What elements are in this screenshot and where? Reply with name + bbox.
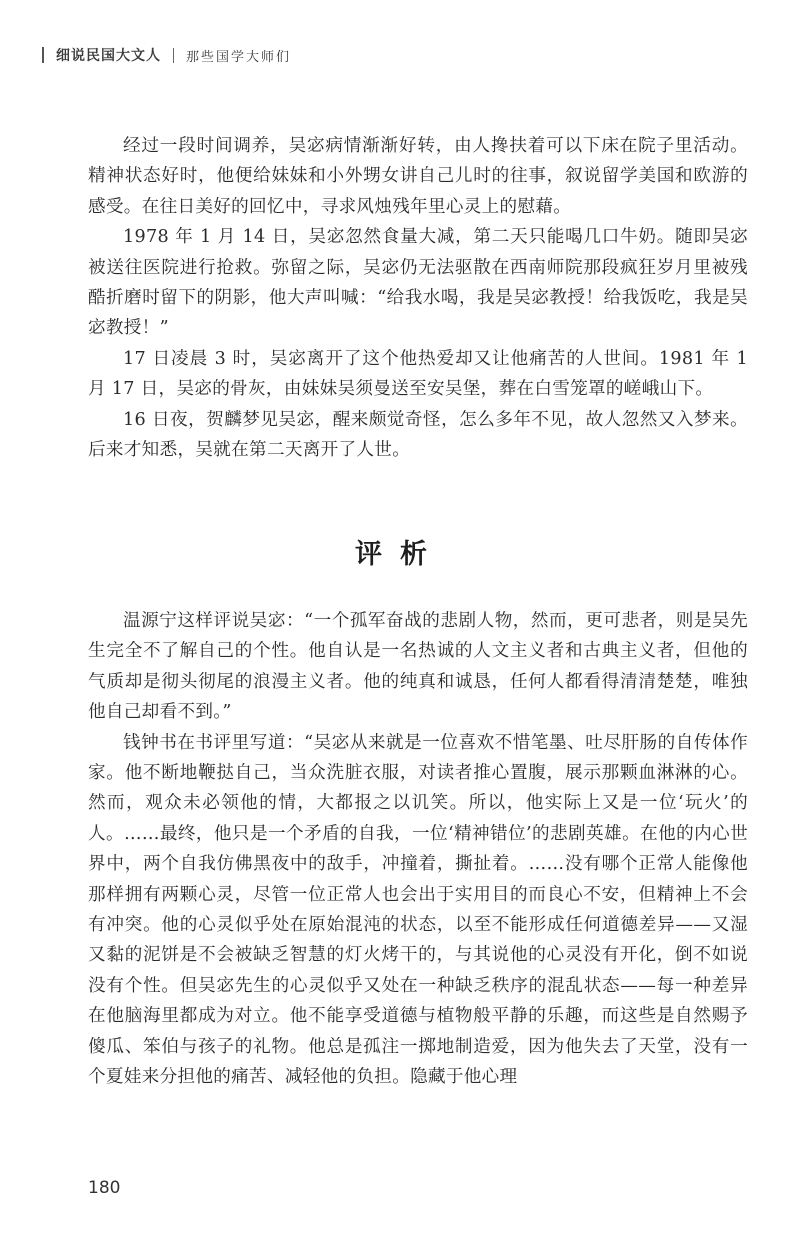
book-title: 细说民国大文人 bbox=[56, 48, 161, 64]
paragraph: 16 日夜，贺麟梦见吴宓，醒来颇觉奇怪，怎么多年不见，故人忽然又入梦来。后来才知悉，吴就在第二天离开了人世。 bbox=[88, 409, 748, 461]
chapter-title: 那些国学大师们 bbox=[186, 49, 292, 65]
page-number: 180 bbox=[88, 1178, 121, 1198]
body-text-analysis bbox=[88, 606, 748, 1093]
header-separator bbox=[173, 48, 174, 63]
header-bar-divider bbox=[42, 47, 44, 63]
paragraph: 17 日凌晨 3 时，吴宓离开了这个他热爱却又让他痛苦的人世间。1981 年 1 月 17 日，吴宓的骨灰，由妹妹吴须曼送至安吴堡，葬在白雪笼罩的嵯峨山下。 bbox=[88, 348, 748, 400]
section-heading: 评析 bbox=[355, 539, 445, 570]
paragraph: 经过一段时间调养，吴宓病情渐渐好转，由人搀扶着可以下床在院子里活动。精神状态好时，他便给妹妹和小外甥女讲自己儿时的往事，叙说留学美国和欧游的感受。在往日美好的回忆中，寻求风烛残年里心灵上的慰藉。 bbox=[88, 136, 748, 217]
paragraph: 温源宁这样评说吴宓：“一个孤军奋战的悲剧人物，然而，更可悲者，则是吴先生完全不了解自己的个性。他自认是一名热诚的人文主义者和古典主义者，但他的气质却是彻头彻尾的浪漫主义者。他的纯真和诚恳，任何人都看得清清楚楚，唯独他自己却看不到。” bbox=[88, 611, 748, 723]
body-text-top bbox=[88, 131, 748, 465]
paragraph: 1978 年 1 月 14 日，吴宓忽然食量大减，第二天只能喝几口牛奶。随即吴宓被送往医院进行抢救。弥留之际，吴宓仍无法驱散在西南师院那段疯狂岁月里被残酷折磨时留下的阴影，他大声叫喊：“给我水喝，我是吴宓教授！给我饭吃，我是吴宓教授！” bbox=[88, 227, 748, 339]
paragraph: 钱钟书在书评里写道：“吴宓从来就是一位喜欢不惜笔墨、吐尽肝肠的自传体作家。他不断地鞭挞自己，当众洗脏衣服，对读者推心置腹，展示那颗血淋淋的心。然而，观众未必领他的情，大都报之以讥笑。所以，他实际上又是一位‘玩火’的人。……最终，他只是一个矛盾的自我，一位‘精神错位’的悲剧英雄。在他的内心世界中，两个自我仿佛黑夜中的敌手，冲撞着，撕扯着。……没有哪个正常人能像他那样拥有两颗心灵，尽管一位正常人也会出于实用目的而良心不安，但精神上不会有冲突。他的心灵似乎处在原始混沌的状态，以至不能形成任何道德差异——又湿又黏的泥饼是不会被缺乏智慧的灯火烤干的，与其说他的心灵没有开化，倒不如说没有个性。但吴宓先生的心灵似乎又处在一种缺乏秩序的混乱状态——每一种差异在他脑海里都成为对立。他不能享受道德与植物般平静的乐趣，而这些是自然赐予傻瓜、笨伯与孩子的礼物。他总是孤注一掷地制造爱，因为他失去了天堂，没有一个夏娃来分担他的痛苦、减轻他的负担。隐藏于他心理 bbox=[88, 732, 748, 1088]
running-header bbox=[42, 43, 291, 67]
